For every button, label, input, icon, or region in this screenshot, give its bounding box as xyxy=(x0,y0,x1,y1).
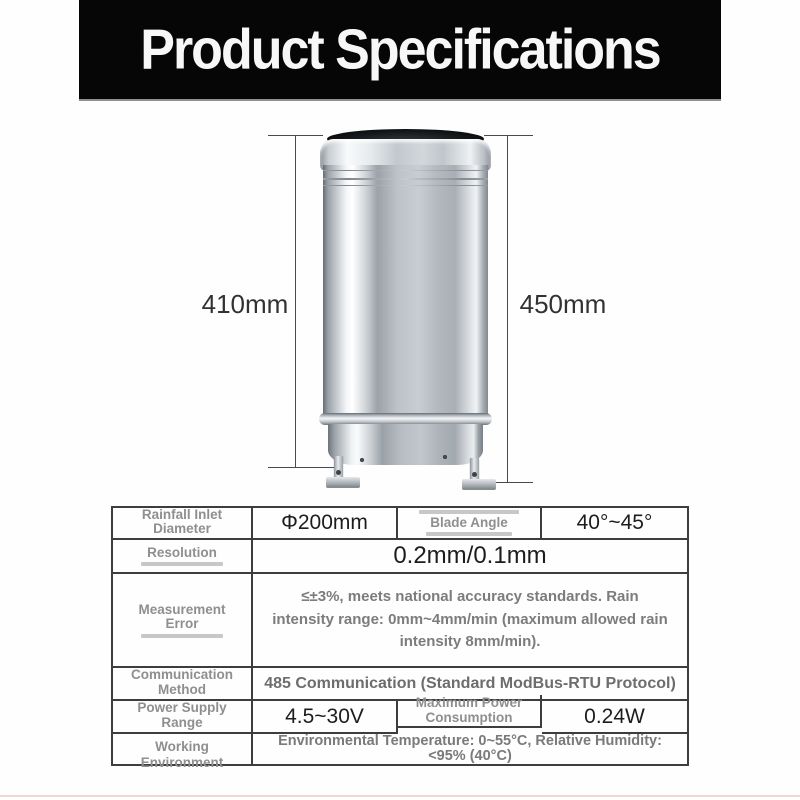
spec-value-rainfall-inlet-diameter: Φ200mm xyxy=(253,508,398,540)
dimension-label-left: 410mm xyxy=(201,289,289,319)
specs-header xyxy=(79,0,721,101)
foot-bolt xyxy=(336,470,341,475)
spec-value-communication-method: 485 Communication (Standard ModBus-RTU Protocol) xyxy=(253,668,687,701)
foot-bolt xyxy=(472,472,477,477)
spec-label-working-environment: Working Environment xyxy=(113,734,253,764)
spec-label-rainfall-inlet-diameter: Rainfall Inlet Diameter xyxy=(113,508,253,540)
mount-foot-left xyxy=(326,456,360,486)
foot-plate xyxy=(462,479,496,488)
spec-label-power-supply-range: Power Supply Range xyxy=(113,701,253,734)
spec-value-maximum-power-consumption: 0.24W xyxy=(542,701,687,734)
mount-foot-right xyxy=(462,458,496,488)
spec-value-blade-angle: 40°~45° xyxy=(542,508,687,540)
spec-value-measurement-error xyxy=(253,574,687,668)
foot-plate xyxy=(326,477,360,486)
bottom-edge-artifact-line xyxy=(0,795,800,797)
cylinder-seam-lower xyxy=(323,185,488,186)
spec-value-resolution: 0.2mm/0.1mm xyxy=(253,540,687,574)
cylinder-body xyxy=(323,165,488,418)
spec-value-working-environment-text: Environmental Temperature: 0~55°C, Relative Humidity: <95% (40°C) xyxy=(278,732,662,764)
dimension-label-right: 450mm xyxy=(519,289,607,319)
spec-value-working-environment xyxy=(253,734,687,764)
spec-value-power-supply-range: 4.5~30V xyxy=(253,701,398,734)
spec-label-blade-angle: Blade Angle xyxy=(398,508,542,540)
dimension-tick-right-top xyxy=(484,135,533,136)
cylinder-rim-edge-seam xyxy=(323,170,488,171)
spec-label-measurement-error: Measurement Error xyxy=(113,574,253,668)
base-screw-left xyxy=(360,458,364,462)
dimension-tick-left-top xyxy=(268,135,323,136)
page-title: Product Specifications xyxy=(140,18,660,81)
spec-table xyxy=(111,506,689,770)
spec-value-measurement-error-text: ≤±3%, meets national accuracy standards. Rain intensity range: 0mm~4mm/min (maximum allowed rain intensity 8mm/min). xyxy=(272,588,668,651)
base-screw-right xyxy=(443,455,447,459)
spec-label-communication-method: Communication Method xyxy=(113,668,253,701)
spec-label-maximum-power-consumption: Maximum Power Consumption xyxy=(398,695,542,728)
cylinder-seam-upper xyxy=(323,178,488,180)
spec-label-resolution: Resolution xyxy=(113,540,253,574)
